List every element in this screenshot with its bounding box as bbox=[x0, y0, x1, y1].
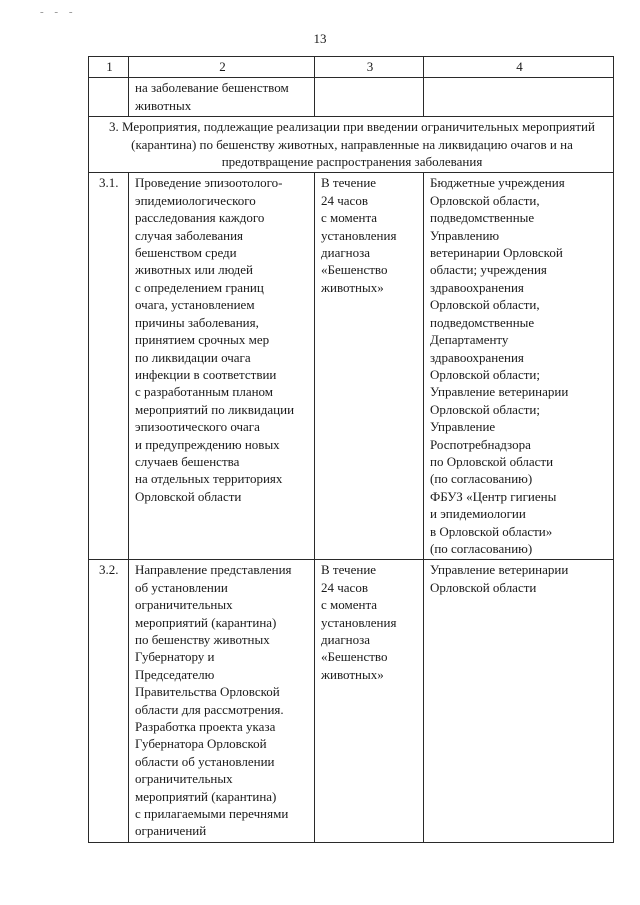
header-col-2: 2 bbox=[129, 57, 315, 78]
row-deadline: В течение 24 часов с момента установления диагноза «Бешенство животных» bbox=[315, 560, 424, 843]
row-number: 3.2. bbox=[89, 560, 129, 843]
row-responsible: Бюджетные учреждения Орловской области, подведомственные Управлению ветеринарии Орловской области; учреждения здравоохранения Орловской области, подведомственные Департаменту здравоохранения Орловской области; Управление ветеринарии Орловской области; Управление Роспотребнадзора по Орловской области (по согласованию) ФБУЗ «Центр гигиены и эпидемиологии в Орловской области» (по согласованию) bbox=[424, 173, 614, 560]
row-responsible: Управление ветеринарии Орловской области bbox=[424, 560, 614, 843]
table-row bbox=[89, 173, 614, 560]
header-col-1: 1 bbox=[89, 57, 129, 78]
continuation-deadline bbox=[315, 78, 424, 117]
row-number: 3.1. bbox=[89, 173, 129, 560]
page-number: 13 bbox=[313, 31, 327, 46]
corner-mark: - - - bbox=[40, 6, 77, 18]
continuation-responsible bbox=[424, 78, 614, 117]
continuation-num bbox=[89, 78, 129, 117]
header-col-3: 3 bbox=[315, 57, 424, 78]
section-row bbox=[89, 117, 614, 173]
header-row bbox=[89, 57, 614, 78]
row-action: Направление представления об установлении ограничительных мероприятий (карантина) по бешенству животных Губернатору и Председателю Правительства Орловской области для рассмотрения. Разработка проекта указа Губернатора Орловской области об установлении ограничительных мероприятий (карантина) с прилагаемыми перечнями ограничений bbox=[129, 560, 315, 843]
row-deadline: В течение 24 часов с момента установления диагноза «Бешенство животных» bbox=[315, 173, 424, 560]
header-col-4: 4 bbox=[424, 57, 614, 78]
continuation-row bbox=[89, 78, 614, 117]
measures-table bbox=[88, 56, 614, 843]
row-action: Проведение эпизоотолого- эпидемиологического расследования каждого случая заболевания бешенством среди животных или людей с определением границ очага, установлением причины заболевания, принятием срочных мер по ликвидации очага инфекции в соответствии с разработанным планом мероприятий по ликвидации эпизоотического очага и предупреждению новых случаев бешенства на отдельных территориях Орловской области bbox=[129, 173, 315, 560]
table-row bbox=[89, 560, 614, 843]
continuation-action: на заболевание бешенством животных bbox=[129, 78, 315, 117]
section-title: 3. Мероприятия, подлежащие реализации при введении ограничительных мероприятий (карантина) по бешенству животных, направленные на ликвидацию очагов и на предотвращение распространения заболевания bbox=[89, 117, 614, 173]
